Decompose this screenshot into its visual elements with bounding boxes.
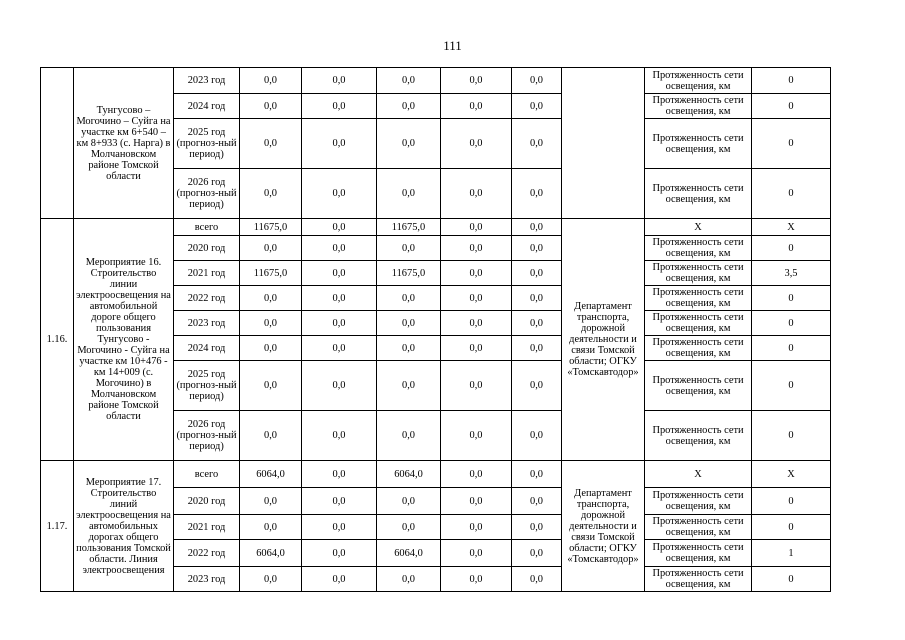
amount-cell: 0,0 — [240, 286, 302, 311]
indicator-value-cell: 0 — [752, 311, 831, 336]
amount-cell: 0,0 — [512, 219, 562, 236]
amount-cell: 0,0 — [441, 336, 512, 361]
amount-cell: 0,0 — [302, 68, 377, 94]
amount-cell: 0,0 — [441, 68, 512, 94]
indicator-cell: Протяженность сети освещения, км — [645, 361, 752, 411]
amount-cell: 0,0 — [441, 236, 512, 261]
indicator-cell: Протяженность сети освещения, км — [645, 94, 752, 119]
amount-cell: 0,0 — [302, 169, 377, 219]
indicator-cell: Протяженность сети освещения, км — [645, 119, 752, 169]
amount-cell: 0,0 — [240, 411, 302, 461]
amount-cell: 0,0 — [240, 567, 302, 592]
indicator-value-cell: 0 — [752, 336, 831, 361]
indicator-value-cell: 0 — [752, 119, 831, 169]
indicator-cell: Протяженность сети освещения, км — [645, 336, 752, 361]
indicator-value-cell: 3,5 — [752, 261, 831, 286]
amount-cell: 0,0 — [441, 94, 512, 119]
indicator-value-cell: 0 — [752, 488, 831, 515]
amount-cell: 0,0 — [512, 311, 562, 336]
amount-cell: 0,0 — [240, 361, 302, 411]
period-cell: всего — [174, 461, 240, 488]
amount-cell: 6064,0 — [377, 540, 441, 567]
amount-cell: 0,0 — [512, 261, 562, 286]
amount-cell: 11675,0 — [377, 219, 441, 236]
amount-cell: 0,0 — [512, 336, 562, 361]
amount-cell: 0,0 — [302, 411, 377, 461]
amount-cell: 0,0 — [441, 169, 512, 219]
amount-cell: 0,0 — [240, 236, 302, 261]
amount-cell: 0,0 — [377, 94, 441, 119]
amount-cell: 0,0 — [302, 515, 377, 540]
indicator-cell: Протяженность сети освещения, км — [645, 411, 752, 461]
amount-cell: 6064,0 — [240, 461, 302, 488]
period-cell: 2022 год — [174, 540, 240, 567]
amount-cell: 0,0 — [512, 169, 562, 219]
page-number: 111 — [443, 38, 462, 53]
amount-cell: 0,0 — [302, 488, 377, 515]
amount-cell: 0,0 — [302, 261, 377, 286]
amount-cell: 0,0 — [512, 119, 562, 169]
program-table — [40, 67, 831, 592]
indicator-value-cell: 0 — [752, 68, 831, 94]
amount-cell: 0,0 — [441, 411, 512, 461]
executor-cell: Департамент транспорта, дорожной деятельности и связи Томской области; ОГКУ «Томскавтодор» — [562, 219, 645, 461]
amount-cell: 0,0 — [240, 515, 302, 540]
amount-cell: 11675,0 — [240, 261, 302, 286]
amount-cell: 0,0 — [377, 311, 441, 336]
amount-cell: 0,0 — [441, 567, 512, 592]
indicator-value-cell: Х — [752, 461, 831, 488]
amount-cell: 0,0 — [441, 461, 512, 488]
amount-cell: 0,0 — [377, 567, 441, 592]
measure-name: Мероприятие 16. Строительство линии электроосвещения на автомобильной дороге общего пользования Тунгусово - Могочино - Суйга на участке км 10+476 - км 14+009 (с. Могочино) в Молчановском районе Томской области — [74, 219, 174, 461]
amount-cell: 0,0 — [441, 488, 512, 515]
measure-name: Тунгусово – Могочино – Суйга на участке км 6+540 – км 8+933 (с. Нарга) в Молчановском районе Томской области — [74, 68, 174, 219]
amount-cell: 0,0 — [302, 94, 377, 119]
indicator-value-cell: 0 — [752, 515, 831, 540]
amount-cell: 0,0 — [441, 219, 512, 236]
period-cell: 2026 год (прогноз-ный период) — [174, 411, 240, 461]
table-row — [41, 461, 831, 488]
amount-cell: 0,0 — [512, 361, 562, 411]
indicator-cell: Протяженность сети освещения, км — [645, 488, 752, 515]
executor-cell: Департамент транспорта, дорожной деятельности и связи Томской области; ОГКУ «Томскавтодор» — [562, 461, 645, 592]
indicator-value-cell: 0 — [752, 169, 831, 219]
amount-cell: 0,0 — [240, 311, 302, 336]
amount-cell: 0,0 — [441, 361, 512, 411]
indicator-cell: Протяженность сети освещения, км — [645, 261, 752, 286]
measure-number: 1.16. — [41, 219, 74, 461]
period-cell: 2026 год (прогноз-ный период) — [174, 169, 240, 219]
amount-cell: 0,0 — [302, 567, 377, 592]
period-cell: 2021 год — [174, 261, 240, 286]
indicator-value-cell: 0 — [752, 286, 831, 311]
amount-cell: 0,0 — [377, 488, 441, 515]
period-cell: 2025 год (прогноз-ный период) — [174, 119, 240, 169]
executor-cell — [562, 68, 645, 219]
indicator-cell: Протяженность сети освещения, км — [645, 68, 752, 94]
period-cell: всего — [174, 219, 240, 236]
indicator-cell: Протяженность сети освещения, км — [645, 286, 752, 311]
amount-cell: 0,0 — [512, 411, 562, 461]
measure-number: 1.17. — [41, 461, 74, 592]
amount-cell: 0,0 — [377, 169, 441, 219]
amount-cell: 0,0 — [512, 567, 562, 592]
indicator-value-cell: 0 — [752, 236, 831, 261]
amount-cell: 0,0 — [441, 540, 512, 567]
amount-cell: 0,0 — [302, 119, 377, 169]
amount-cell: 0,0 — [240, 94, 302, 119]
amount-cell: 0,0 — [441, 311, 512, 336]
amount-cell: 0,0 — [302, 540, 377, 567]
amount-cell: 0,0 — [302, 461, 377, 488]
amount-cell: 6064,0 — [377, 461, 441, 488]
table-body — [41, 68, 831, 592]
amount-cell: 0,0 — [377, 236, 441, 261]
amount-cell: 0,0 — [377, 286, 441, 311]
amount-cell: 0,0 — [512, 540, 562, 567]
indicator-value-cell: 0 — [752, 94, 831, 119]
amount-cell: 11675,0 — [377, 261, 441, 286]
amount-cell: 0,0 — [441, 261, 512, 286]
amount-cell: 0,0 — [302, 219, 377, 236]
indicator-cell: Протяженность сети освещения, км — [645, 236, 752, 261]
amount-cell: 0,0 — [441, 286, 512, 311]
amount-cell: 0,0 — [441, 119, 512, 169]
period-cell: 2024 год — [174, 336, 240, 361]
amount-cell: 11675,0 — [240, 219, 302, 236]
amount-cell: 0,0 — [240, 336, 302, 361]
period-cell: 2021 год — [174, 515, 240, 540]
amount-cell: 0,0 — [377, 68, 441, 94]
amount-cell: 0,0 — [377, 336, 441, 361]
amount-cell: 0,0 — [240, 488, 302, 515]
indicator-value-cell: 1 — [752, 540, 831, 567]
indicator-cell: Протяженность сети освещения, км — [645, 169, 752, 219]
amount-cell: 0,0 — [512, 68, 562, 94]
period-cell: 2023 год — [174, 567, 240, 592]
period-cell: 2023 год — [174, 68, 240, 94]
indicator-cell: Протяженность сети освещения, км — [645, 515, 752, 540]
amount-cell: 0,0 — [377, 361, 441, 411]
period-cell: 2020 год — [174, 236, 240, 261]
amount-cell: 0,0 — [240, 119, 302, 169]
period-cell: 2025 год (прогноз-ный период) — [174, 361, 240, 411]
measure-name: Мероприятие 17. Строительство линий электроосвещения на автомобильных дорогах общего пользования Томской области. Линия электроосвещения — [74, 461, 174, 592]
amount-cell: 0,0 — [512, 286, 562, 311]
indicator-value-cell: 0 — [752, 567, 831, 592]
amount-cell: 0,0 — [512, 236, 562, 261]
amount-cell: 0,0 — [512, 488, 562, 515]
amount-cell: 6064,0 — [240, 540, 302, 567]
period-cell: 2023 год — [174, 311, 240, 336]
period-cell: 2020 год — [174, 488, 240, 515]
indicator-value-cell: 0 — [752, 411, 831, 461]
table-row — [41, 68, 831, 94]
amount-cell: 0,0 — [302, 286, 377, 311]
period-cell: 2022 год — [174, 286, 240, 311]
amount-cell: 0,0 — [302, 311, 377, 336]
amount-cell: 0,0 — [302, 236, 377, 261]
amount-cell: 0,0 — [240, 169, 302, 219]
table-row — [41, 219, 831, 236]
amount-cell: 0,0 — [512, 94, 562, 119]
amount-cell: 0,0 — [512, 461, 562, 488]
indicator-cell: Протяженность сети освещения, км — [645, 540, 752, 567]
indicator-cell: Х — [645, 461, 752, 488]
measure-number — [41, 68, 74, 219]
indicator-cell: Протяженность сети освещения, км — [645, 311, 752, 336]
amount-cell: 0,0 — [377, 411, 441, 461]
amount-cell: 0,0 — [377, 119, 441, 169]
amount-cell: 0,0 — [302, 336, 377, 361]
period-cell: 2024 год — [174, 94, 240, 119]
indicator-cell: Х — [645, 219, 752, 236]
indicator-value-cell: Х — [752, 219, 831, 236]
indicator-value-cell: 0 — [752, 361, 831, 411]
amount-cell: 0,0 — [441, 515, 512, 540]
amount-cell: 0,0 — [377, 515, 441, 540]
amount-cell: 0,0 — [512, 515, 562, 540]
amount-cell: 0,0 — [302, 361, 377, 411]
indicator-cell: Протяженность сети освещения, км — [645, 567, 752, 592]
amount-cell: 0,0 — [240, 68, 302, 94]
